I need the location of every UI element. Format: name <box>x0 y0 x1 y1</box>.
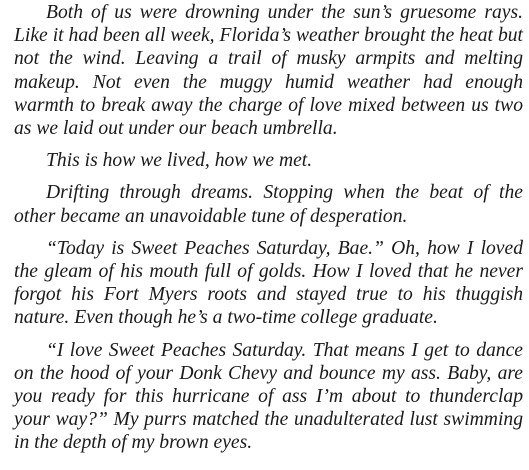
paragraph-3: Drifting through dreams. Stopping when the beat of the other became an unavoidable tune of desperation. <box>14 182 523 227</box>
paragraph-4: “Today is Sweet Peaches Saturday, Bae.” Oh, how I loved the gleam of his mouth full of golds. How I loved that he never forgot his Fort Myers roots and stayed true to his thuggish nature. Even though he’s a two-time college graduate. <box>14 237 523 329</box>
paragraph-1: Both of us were drowning under the sun’s gruesome rays. Like it had been all week, Florida’s weather brought the heat but not the wind. Leaving a trail of musky armpits and melting makeup. Not even the muggy humid weather had enough warmth to break away the charge of love mixed between us two as we laid out under our beach umbrella. <box>14 2 523 140</box>
paragraph-2: This is how we lived, how we met. <box>46 150 313 172</box>
paragraph-5: “I love Sweet Peaches Saturday. That means I get to dance on the hood of your Donk Chevy and bounce my ass. Baby, are you ready for this hurricane of ass I’m about to thunderclap your way?” My purrs matched the unadulterated lust swimming in the depth of my brown eyes. <box>14 339 523 454</box>
